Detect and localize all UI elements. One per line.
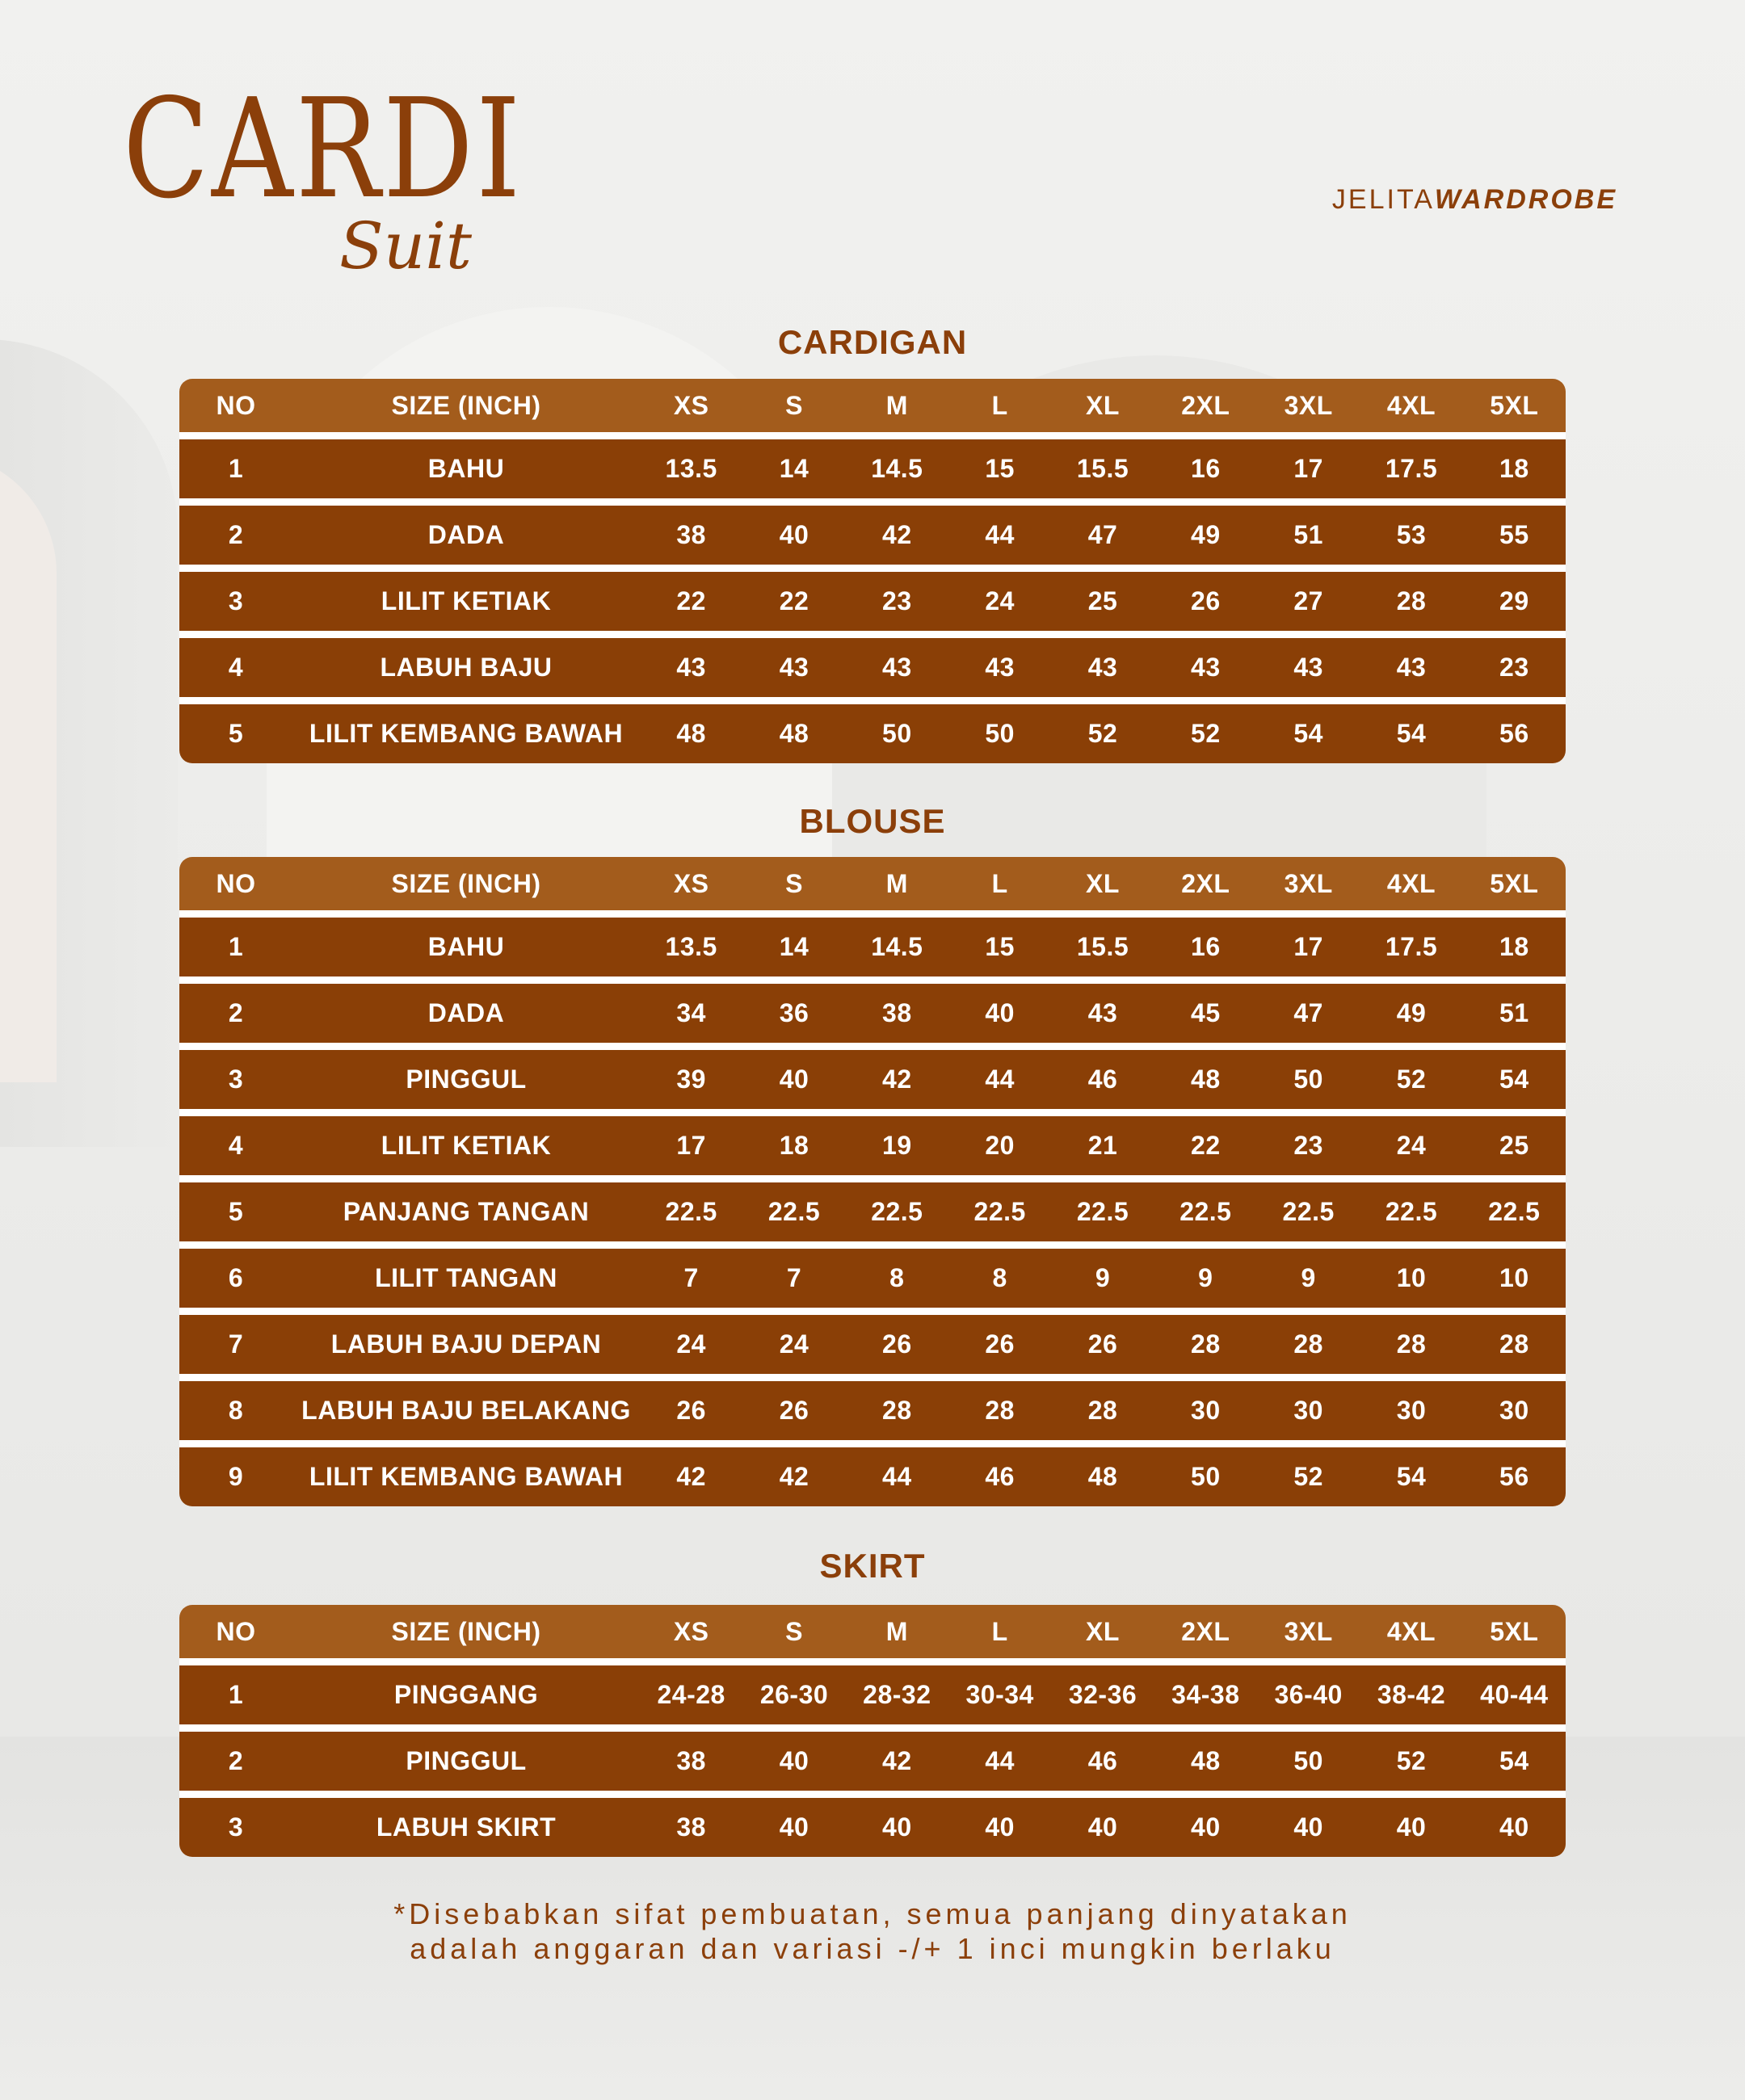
table-row [179,1447,1566,1506]
measurement-name: LABUH SKIRT [376,1812,557,1842]
size-value: 24-28 [657,1680,725,1709]
size-value: 14 [779,932,809,961]
row-number: 1 [228,1680,244,1709]
size-value: 22.5 [767,1197,821,1226]
size-value: 43 [985,653,1015,682]
footnote-line-2: adalah anggaran dan variasi -/+ 1 inci mungkin berlaku [410,1932,1335,1965]
size-value: 44 [882,1462,912,1491]
size-value: 26 [882,1329,912,1359]
size-value: 30 [1499,1396,1529,1425]
size-value: 51 [1293,520,1323,549]
column-header: 2XL [1181,868,1230,898]
measurement-name: LILIT KEMBANG BAWAH [309,719,624,748]
size-value: 22.5 [1488,1197,1541,1226]
size-value: 54 [1499,1065,1529,1094]
size-value: 17 [676,1131,706,1160]
table-row [179,1182,1566,1241]
row-number: 2 [228,998,244,1027]
size-value: 15 [985,454,1015,483]
row-number: 3 [228,1812,244,1842]
table-header-row [179,857,1566,910]
column-header: 4XL [1386,1616,1436,1646]
size-value: 22.5 [1076,1197,1129,1226]
table-header-row [179,379,1566,432]
skirt-size-table [179,1605,1566,1857]
size-value: 42 [779,1462,809,1491]
column-header: S [785,1616,803,1646]
size-value: 36-40 [1274,1680,1343,1709]
footnote-line-1: *Disebabkan sifat pembuatan, semua panjang dinyatakan [393,1897,1352,1930]
size-value: 42 [676,1462,706,1491]
size-value: 34-38 [1171,1680,1240,1709]
size-value: 53 [1396,520,1427,549]
size-value: 43 [1087,653,1118,682]
column-header: S [785,868,803,898]
size-value: 28 [985,1396,1015,1425]
size-value: 15.5 [1076,932,1129,961]
column-header: NO [216,1616,256,1646]
size-value: 9 [1198,1263,1213,1292]
size-value: 50 [882,719,912,748]
size-value: 49 [1396,998,1427,1027]
row-number: 1 [228,454,244,483]
size-value: 40 [1087,1812,1118,1842]
table-row [179,1732,1566,1791]
size-value: 40 [1293,1812,1323,1842]
table-row [179,1116,1566,1175]
size-value: 14 [779,454,809,483]
size-value: 48 [1191,1065,1221,1094]
size-value: 48 [1191,1746,1221,1775]
size-value: 52 [1396,1746,1427,1775]
table-row [179,1798,1566,1857]
blouse-title: BLOUSE [799,802,946,840]
column-header: XL [1086,868,1120,898]
table-row [179,1050,1566,1109]
size-value: 17.5 [1385,454,1438,483]
size-value: 40 [985,1812,1015,1842]
size-value: 39 [676,1065,706,1094]
table-row [179,918,1566,976]
size-value: 26 [1191,586,1221,615]
size-value: 44 [985,1746,1015,1775]
size-value: 23 [1499,653,1529,682]
size-value: 45 [1191,998,1221,1027]
size-value: 26 [676,1396,706,1425]
size-value: 20 [985,1131,1015,1160]
row-number: 5 [228,1197,244,1226]
measurement-name: DADA [427,520,505,549]
table-row [179,1381,1566,1440]
size-value: 52 [1396,1065,1427,1094]
size-value: 48 [1087,1462,1118,1491]
size-value: 30-34 [965,1680,1034,1709]
column-header: 5XL [1490,390,1539,420]
size-value: 38 [676,1812,706,1842]
brand-title: CARDI [123,69,524,229]
measurement-name: BAHU [427,932,505,961]
column-header: 2XL [1181,390,1230,420]
size-value: 22.5 [1179,1197,1232,1226]
size-value: 7 [786,1263,802,1292]
size-value: 54 [1499,1746,1529,1775]
size-value: 25 [1499,1131,1529,1160]
size-value: 22 [676,586,706,615]
row-number: 8 [228,1396,244,1425]
size-value: 40 [779,520,809,549]
size-value: 15.5 [1076,454,1129,483]
row-number: 1 [228,932,244,961]
size-value: 47 [1293,998,1323,1027]
row-number: 4 [228,1131,244,1160]
cardigan-title: CARDIGAN [777,323,968,361]
size-value: 55 [1499,520,1529,549]
brand-logo-second: WARDROBE [1434,184,1617,215]
size-value: 52 [1191,719,1221,748]
size-value: 22.5 [1282,1197,1335,1226]
size-value: 43 [882,653,912,682]
row-number: 7 [228,1329,244,1359]
size-value: 28 [1087,1396,1118,1425]
size-value: 43 [779,653,809,682]
row-number: 3 [228,586,244,615]
table-row [179,439,1566,498]
size-value: 54 [1396,1462,1427,1491]
size-value: 46 [985,1462,1015,1491]
column-header: XS [673,390,709,420]
column-header: 5XL [1490,1616,1539,1646]
measurement-name: LABUH BAJU BELAKANG [301,1396,631,1425]
size-value: 54 [1293,719,1323,748]
size-value: 44 [985,1065,1015,1094]
column-header: XS [673,1616,709,1646]
size-value: 13.5 [665,932,717,961]
size-value: 50 [1293,1065,1323,1094]
size-value: 16 [1191,454,1221,483]
background-window [0,452,57,1082]
size-value: 8 [889,1263,905,1292]
size-value: 43 [676,653,706,682]
size-value: 40 [882,1812,912,1842]
size-value: 40 [779,1065,809,1094]
size-value: 38 [676,520,706,549]
size-value: 19 [882,1131,912,1160]
size-value: 28 [1396,586,1427,615]
size-value: 40 [1191,1812,1221,1842]
size-value: 14.5 [871,932,923,961]
size-value: 9 [1301,1263,1316,1292]
column-header: M [885,1616,908,1646]
column-header: 5XL [1490,868,1539,898]
size-value: 30 [1191,1396,1221,1425]
table-row [179,984,1566,1043]
table-row [179,506,1566,565]
size-value: 42 [882,1065,912,1094]
size-value: 22 [1191,1131,1221,1160]
size-value: 14.5 [871,454,923,483]
size-value: 26 [1087,1329,1118,1359]
size-value: 10 [1499,1263,1529,1292]
table-header-row [179,1605,1566,1658]
row-number: 5 [228,719,244,748]
skirt-title: SKIRT [819,1547,926,1585]
column-header: S [785,390,803,420]
measurement-name: PINGGUL [406,1746,527,1775]
measurement-name: LILIT KETIAK [381,1131,552,1160]
size-value: 28 [882,1396,912,1425]
size-value: 51 [1499,998,1529,1027]
size-value: 24 [676,1329,706,1359]
size-value: 28 [1499,1329,1529,1359]
measurement-name: DADA [427,998,505,1027]
column-header: XS [673,868,709,898]
measurement-name: PINGGANG [393,1680,539,1709]
size-value: 22.5 [1385,1197,1438,1226]
footnote [0,1896,1745,1966]
table-row [179,1315,1566,1374]
size-value: 36 [779,998,809,1027]
size-value: 24 [779,1329,809,1359]
column-header: 4XL [1386,868,1436,898]
size-value: 26-30 [759,1680,829,1709]
size-value: 29 [1499,586,1529,615]
row-number: 2 [228,520,244,549]
column-header: M [885,390,908,420]
blouse-size-table [179,857,1566,1506]
row-number: 4 [228,653,244,682]
size-value: 44 [985,520,1015,549]
column-header: 3XL [1284,1616,1333,1646]
column-header: XL [1086,390,1120,420]
cardigan-size-table [179,379,1566,763]
table-row [179,638,1566,697]
row-number: 2 [228,1746,244,1775]
size-value: 56 [1499,1462,1529,1491]
size-value: 18 [779,1131,809,1160]
size-value: 17 [1293,454,1323,483]
brand-subtitle: Suit [339,208,473,284]
column-header: L [991,1616,1008,1646]
size-value: 8 [992,1263,1007,1292]
size-value: 49 [1191,520,1221,549]
measurement-name: LILIT KETIAK [381,586,552,615]
measurement-name: LABUH BAJU [380,653,553,682]
size-value: 17.5 [1385,932,1438,961]
size-value: 10 [1396,1263,1427,1292]
table-row [179,572,1566,631]
size-value: 42 [882,520,912,549]
size-value: 50 [1191,1462,1221,1491]
column-header: 4XL [1386,390,1436,420]
column-header: 2XL [1181,1616,1230,1646]
measurement-name: BAHU [427,454,505,483]
size-value: 40 [1396,1812,1427,1842]
measurement-name: LILIT TANGAN [375,1263,557,1292]
size-value: 15 [985,932,1015,961]
size-value: 22.5 [973,1197,1026,1226]
size-value: 26 [779,1396,809,1425]
size-value: 28 [1396,1329,1427,1359]
column-header: SIZE (INCH) [391,390,541,420]
measurement-name: PINGGUL [406,1065,527,1094]
size-value: 18 [1499,454,1529,483]
size-value: 22 [779,586,809,615]
column-header: L [991,390,1008,420]
size-value: 40 [779,1746,809,1775]
column-header: NO [216,868,256,898]
size-value: 43 [1293,653,1323,682]
size-value: 52 [1293,1462,1323,1491]
size-value: 23 [1293,1131,1323,1160]
brand-logo-first: JELITA [1331,184,1435,215]
size-value: 40 [779,1812,809,1842]
size-value: 38 [882,998,912,1027]
size-value: 22.5 [871,1197,923,1226]
size-value: 30 [1293,1396,1323,1425]
table-row [179,1249,1566,1308]
size-value: 48 [676,719,706,748]
size-value: 26 [985,1329,1015,1359]
size-value: 50 [1293,1746,1323,1775]
size-value: 47 [1087,520,1118,549]
size-value: 46 [1087,1065,1118,1094]
size-value: 24 [1396,1131,1427,1160]
column-header: L [991,868,1008,898]
size-value: 9 [1095,1263,1111,1292]
size-value: 56 [1499,719,1529,748]
size-value: 48 [779,719,809,748]
size-value: 23 [882,586,912,615]
table-row [179,1665,1566,1724]
column-header: SIZE (INCH) [391,868,541,898]
size-value: 40 [1499,1812,1529,1842]
row-number: 6 [228,1263,244,1292]
table-row [179,704,1566,763]
row-number: 9 [228,1462,244,1491]
size-value: 13.5 [665,454,717,483]
size-value: 16 [1191,932,1221,961]
size-value: 54 [1396,719,1427,748]
size-value: 27 [1293,586,1323,615]
size-value: 28-32 [863,1680,931,1709]
column-header: 3XL [1284,390,1333,420]
size-value: 28 [1191,1329,1221,1359]
size-value: 24 [985,586,1015,615]
size-value: 17 [1293,932,1323,961]
size-value: 40 [985,998,1015,1027]
size-value: 30 [1396,1396,1427,1425]
size-value: 38-42 [1377,1680,1446,1709]
size-value: 22.5 [665,1197,717,1226]
size-value: 43 [1191,653,1221,682]
size-value: 43 [1087,998,1118,1027]
column-header: 3XL [1284,868,1333,898]
column-header: NO [216,390,256,420]
size-value: 43 [1396,653,1427,682]
size-value: 52 [1087,719,1118,748]
column-header: XL [1086,1616,1120,1646]
size-value: 42 [882,1746,912,1775]
size-value: 7 [683,1263,699,1292]
size-value: 28 [1293,1329,1323,1359]
measurement-name: LILIT KEMBANG BAWAH [309,1462,624,1491]
size-value: 40-44 [1480,1680,1549,1709]
column-header: M [885,868,908,898]
size-value: 21 [1087,1131,1118,1160]
size-value: 50 [985,719,1015,748]
row-number: 3 [228,1065,244,1094]
size-value: 18 [1499,932,1529,961]
size-value: 25 [1087,586,1118,615]
column-header: SIZE (INCH) [391,1616,541,1646]
size-value: 32-36 [1068,1680,1137,1709]
measurement-name: LABUH BAJU DEPAN [330,1329,602,1359]
measurement-name: PANJANG TANGAN [343,1197,590,1226]
size-value: 46 [1087,1746,1118,1775]
brand-logo [1332,184,1617,216]
size-value: 34 [676,998,706,1027]
size-value: 38 [676,1746,706,1775]
